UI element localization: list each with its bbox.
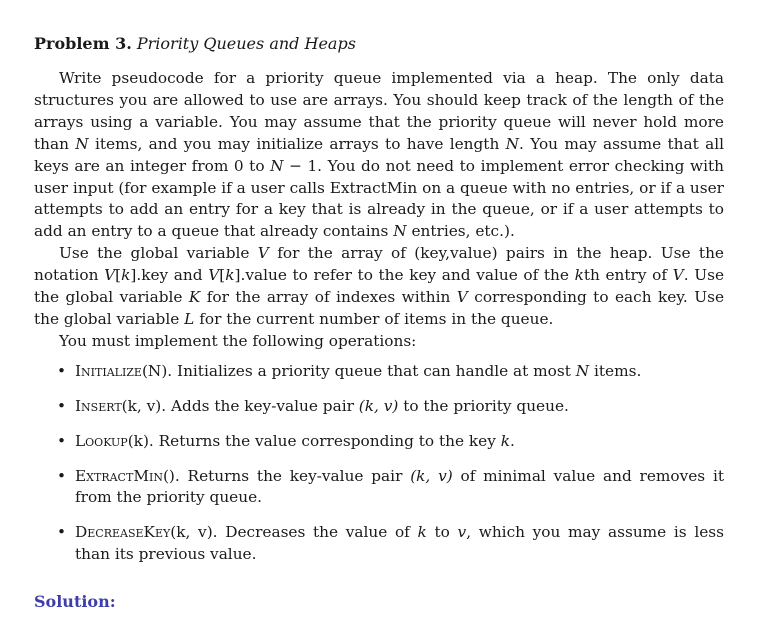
paragraph-globals: Use the global variable V for the array of (key,value) pairs in the heap. Use the notation V[k].key and V[k].value to refer to the key and value of the kth entry of V. Use the global variable K for the array of indexes within V corresponding to each key. Use the global variable L for the current number of items in the queue. [34, 244, 724, 328]
bullet-icon: • [57, 466, 67, 485]
problem-number: Problem 3. [34, 34, 132, 53]
paragraph-intro: Write pseudocode for a priority queue implemented via a heap. The only data structures you are allowed to use are arrays. You should keep track of the length of the arrays using a variable. You may assume that the priority queue will never hold more than N items, and you may initialize arrays to have length N. You may assume that all keys are an integer from 0 to N − 1. You do not need to implement error checking with user input (for example if a user calls ExtractMin on a queue with no entries, or if a user attempts to add an entry for a key that is already in the queue, or if a user attempts to add an entry to a queue that already contains N entries, etc.). [34, 69, 724, 241]
operation-name: Insert [75, 396, 122, 415]
operation-name: ExtractMin [75, 466, 163, 485]
bullet-icon: • [57, 431, 67, 450]
operation-name: DecreaseKey [75, 523, 171, 542]
list-item-decreasekey: • DecreaseKey(k, v). Decreases the value of k to v, which you may assume is less than its previous value. [57, 523, 724, 564]
bullet-icon: • [57, 361, 67, 380]
list-item-insert: • Insert(k, v). Adds the key-value pair (k, v) to the priority queue. [34, 396, 724, 418]
solution-label: Solution: [34, 592, 116, 611]
problem-body [34, 68, 724, 579]
problem-title: Priority Queues and Heaps [136, 34, 356, 53]
bullet-icon: • [57, 523, 67, 542]
operation-name: Lookup [75, 431, 128, 450]
problem-heading [34, 34, 356, 54]
list-item-lookup: • Lookup(k). Returns the value corresponding to the key k. [34, 431, 724, 453]
bullet-icon: • [57, 396, 67, 415]
operations-list [34, 361, 724, 566]
operation-name: Initialize [75, 361, 142, 380]
list-item-extractmin: • ExtractMin(). Returns the key-value pair (k, v) of minimal value and removes it from the priority queue. [57, 466, 724, 507]
list-item-initialize: • Initialize(N). Initializes a priority queue that can handle at most N items. [34, 361, 724, 383]
paragraph-operations-intro: You must implement the following operations: [59, 331, 417, 350]
